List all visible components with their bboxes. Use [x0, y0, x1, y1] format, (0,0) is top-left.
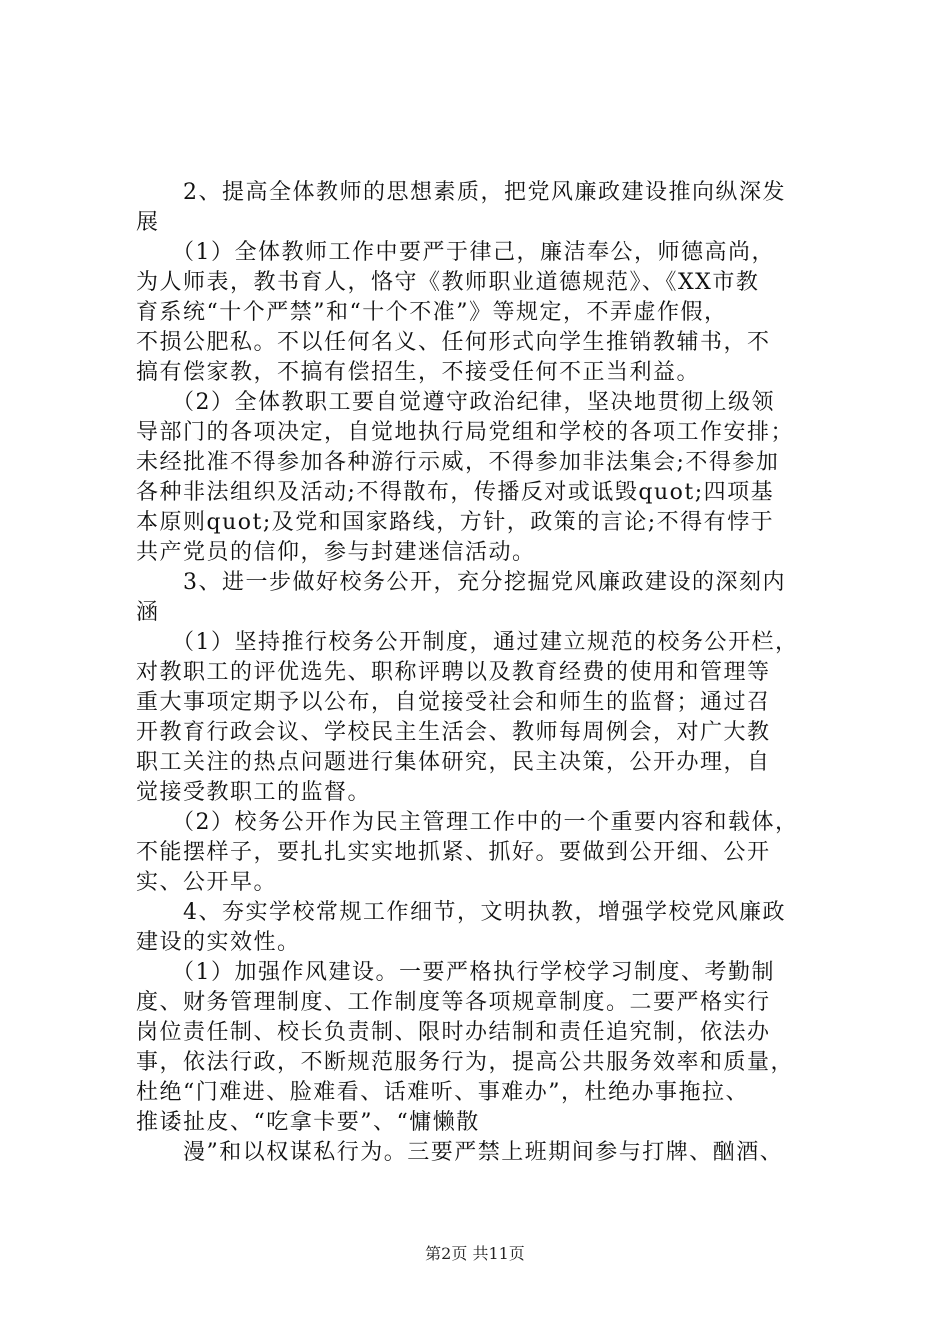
text-line: （2）校务公开作为民主管理工作中的一个重要内容和载体， [136, 810, 799, 835]
text-line: 觉接受教职工的监督。 [136, 780, 372, 805]
text-line: （2）全体教职工要自觉遵守政治纪律，坚决地贯彻上级领 [136, 390, 775, 415]
text-line: 杜绝“门难进、脸难看、话难听、事难办”，杜绝办事拖拉、 [136, 1080, 749, 1105]
text-line: 建设的实效性。 [136, 930, 301, 955]
text-line: 为人师表，教书育人，恪守《教师职业道德规范》、《XX市教 [136, 270, 760, 295]
text-line: 涵 [136, 600, 160, 625]
text-line: 本原则quot;及党和国家路线，方针，政策的言论;不得有悖于 [136, 510, 775, 535]
text-line: （1）全体教师工作中要严于律己，廉洁奉公，师德高尚， [136, 240, 775, 265]
text-line: 岗位责任制、校长负责制、限时办结制和责任追究制，依法办 [136, 1020, 771, 1045]
text-line: 不损公肥私。不以任何名义、任何形式向学生推销教辅书，不 [136, 330, 771, 355]
text-line: 职工关注的热点问题进行集体研究，民主决策，公开办理，自 [136, 750, 771, 775]
text-line: 开教育行政会议、学校民主生活会、教师每周例会，对广大教 [136, 720, 771, 745]
text-line: （1）坚持推行校务公开制度，通过建立规范的校务公开栏， [136, 630, 799, 655]
text-line: 3、进一步做好校务公开，充分挖掘党风廉政建设的深刻内 [136, 570, 786, 595]
text-line: 搞有偿家教，不搞有偿招生，不接受任何不正当利益。 [136, 360, 701, 385]
text-line: 导部门的各项决定，自觉地执行局党组和学校的各项工作安排； [136, 420, 795, 445]
text-line: 漫”和以权谋私行为。三要严禁上班期间参与打牌、酗酒、 [136, 1140, 784, 1165]
page-number-footer: 第2页 共11页 [425, 1244, 525, 1263]
text-line: 重大事项定期予以公布，自觉接受社会和师生的监督；通过召 [136, 690, 771, 715]
text-line: 展 [136, 210, 160, 235]
text-line: 不能摆样子，要扎扎实实地抓紧、抓好。要做到公开细、公开 [136, 840, 771, 865]
text-line: 2、提高全体教师的思想素质，把党风廉政建设推向纵深发 [136, 180, 786, 205]
text-line: 各种非法组织及活动;不得散布，传播反对或诋毁quot;四项基 [136, 480, 775, 505]
document-body [136, 178, 856, 1168]
text-line: 事，依法行政，不断规范服务行为，提高公共服务效率和质量， [136, 1050, 795, 1075]
text-line: 度、财务管理制度、工作制度等各项规章制度。二要严格实行 [136, 990, 771, 1015]
text-line: 对教职工的评优选先、职称评聘以及教育经费的使用和管理等 [136, 660, 771, 685]
text-line: 共产党员的信仰，参与封建迷信活动。 [136, 540, 536, 565]
text-line: 推诿扯皮、“吃拿卡要”、“慵懒散 [136, 1110, 480, 1135]
text-line: 未经批准不得参加各种游行示威，不得参加非法集会;不得参加 [136, 450, 780, 475]
text-line: 4、夯实学校常规工作细节，文明执教，增强学校党风廉政 [136, 900, 786, 925]
text-line: （1）加强作风建设。一要严格执行学校学习制度、考勤制 [136, 960, 775, 985]
text-line: 育系统“十个严禁”和“十个不准”》等规定，不弄虚作假， [136, 300, 728, 325]
text-line: 实、公开早。 [136, 870, 278, 895]
